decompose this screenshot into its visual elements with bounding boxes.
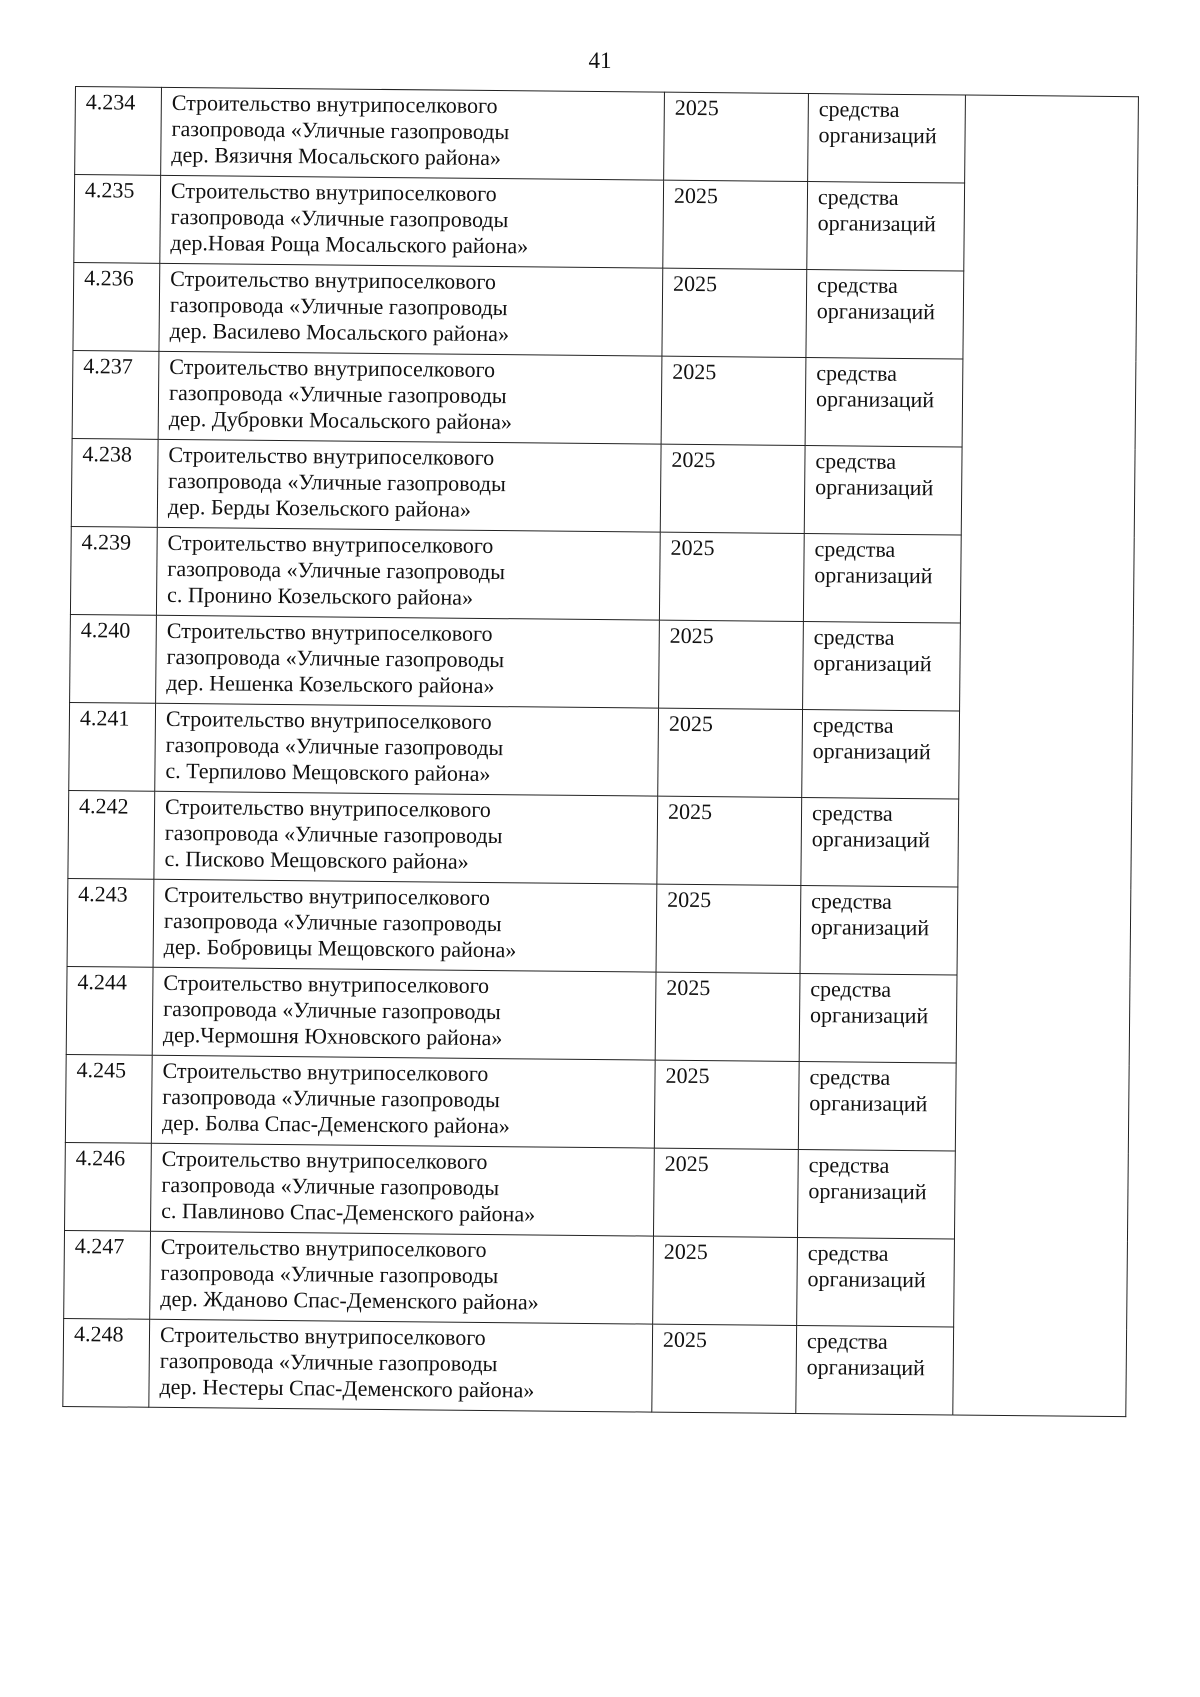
row-number-cell: 4.236 [73, 262, 160, 351]
object-name-line: с. Терпилово Мещовского района» [165, 757, 491, 787]
funding-source-line: средства [816, 360, 898, 386]
program-table [62, 86, 1139, 1417]
funding-source-line: организаций [813, 650, 932, 677]
year-cell: 2025 [661, 356, 806, 445]
year-cell: 2025 [655, 972, 800, 1061]
object-name-line: газопровода «Уличные газопроводы [159, 1347, 498, 1377]
object-name-line: Строительство внутрипоселкового [161, 1145, 488, 1175]
object-name-line: дер.Чермошня Юхновского района» [162, 1021, 503, 1051]
row-number-cell: 4.247 [64, 1230, 151, 1319]
funding-source-cell [798, 1061, 956, 1151]
object-name-line: Строительство внутрипоселкового [168, 441, 495, 471]
object-name-cell [151, 1055, 655, 1148]
object-name-line: Строительство внутрипоселкового [170, 265, 497, 295]
object-name-line: Строительство внутрипоселкового [170, 177, 497, 207]
funding-source-cell [801, 798, 959, 888]
funding-source-line: средства [817, 184, 899, 210]
object-name-cell [161, 87, 665, 180]
year-cell: 2025 [656, 884, 801, 973]
object-name-line: Строительство внутрипоселкового [164, 793, 491, 823]
funding-source-line: организаций [810, 1002, 929, 1029]
object-name-cell [157, 439, 661, 532]
year-cell: 2025 [659, 532, 804, 621]
row-number-cell: 4.248 [63, 1318, 150, 1407]
object-name-line: Строительство внутрипоселкового [162, 1057, 489, 1087]
funding-source-line: организаций [807, 1266, 926, 1293]
row-number-cell: 4.239 [70, 526, 157, 615]
funding-source-cell [799, 974, 957, 1064]
object-name-line: дер.Новая Роща Мосальского района» [170, 229, 529, 259]
row-number-cell: 4.238 [71, 438, 158, 527]
empty-merged-column [953, 95, 1139, 1417]
object-name-line: газопровода «Уличные газопроводы [163, 907, 502, 937]
object-name-line: дер. Берды Козельского района» [167, 493, 472, 522]
object-name-line: дер. Вязичня Мосальского района» [171, 141, 502, 171]
object-name-line: с. Писково Мещовского района» [164, 845, 469, 874]
funding-source-line: организаций [816, 298, 936, 325]
object-name-cell [159, 263, 663, 356]
year-cell: 2025 [654, 1060, 799, 1149]
funding-source-line: средства [817, 272, 898, 298]
object-name-line: газопровода «Уличные газопроводы [166, 643, 505, 673]
object-name-line: дер. Дубровки Мосальского района» [168, 405, 513, 435]
funding-source-cell [797, 1237, 955, 1327]
funding-source-line: организаций [811, 826, 931, 853]
object-name-line: газопровода «Уличные газопроводы [163, 995, 501, 1025]
object-name-line: дер. Бобровицы Мещовского района» [163, 933, 517, 963]
object-name-cell [154, 791, 658, 884]
row-number-cell: 4.246 [65, 1142, 152, 1231]
object-name-line: дер. Нешенка Козельского района» [166, 669, 495, 699]
funding-source-line: средства [813, 624, 895, 650]
funding-source-cell [808, 94, 966, 184]
row-number-cell: 4.245 [65, 1054, 152, 1143]
funding-source-cell [803, 622, 961, 712]
year-cell: 2025 [663, 180, 808, 269]
funding-source-line: средства [808, 1152, 890, 1178]
funding-source-line: организаций [818, 122, 937, 149]
funding-source-line: организаций [812, 738, 931, 765]
funding-source-cell [796, 1325, 954, 1415]
year-cell: 2025 [653, 1148, 798, 1237]
funding-source-line: средства [809, 1064, 891, 1090]
funding-source-line: организаций [815, 386, 935, 413]
row-number-cell: 4.237 [72, 350, 159, 439]
funding-source-cell [802, 710, 960, 800]
object-name-line: газопровода «Уличные газопроводы [171, 115, 510, 145]
table-body [63, 87, 1139, 1417]
object-name-line: Строительство внутрипоселкового [169, 353, 496, 383]
year-cell: 2025 [662, 268, 807, 357]
object-name-line: Строительство внутрипоселкового [164, 881, 491, 911]
object-name-line: газопровода «Уличные газопроводы [161, 1171, 500, 1201]
object-name-cell [153, 879, 657, 972]
funding-source-line: организаций [815, 474, 934, 501]
object-name-cell [150, 1231, 654, 1324]
object-name-line: дер. Нестеры Спас-Деменского района» [159, 1373, 535, 1403]
row-number-cell: 4.242 [68, 790, 155, 879]
funding-source-line: организаций [814, 562, 933, 589]
funding-source-line: организаций [808, 1178, 927, 1205]
row-number-cell: 4.235 [74, 175, 161, 264]
object-name-cell [151, 1143, 655, 1236]
funding-source-cell [804, 446, 962, 536]
year-cell: 2025 [660, 444, 805, 533]
funding-source-line: средства [811, 800, 893, 826]
funding-source-line: средства [810, 976, 892, 1002]
object-name-cell [160, 175, 664, 268]
funding-source-line: организаций [809, 1090, 928, 1117]
funding-source-cell [805, 358, 963, 448]
funding-source-line: средства [807, 1240, 889, 1266]
object-name-cell [155, 703, 659, 796]
funding-source-line: средства [814, 536, 896, 562]
funding-source-line: средства [815, 448, 897, 474]
object-name-line: газопровода «Уличные газопроводы [169, 291, 508, 321]
object-name-line: Строительство внутрипоселкового [159, 1321, 486, 1350]
year-cell: 2025 [664, 92, 809, 181]
row-number-cell: 4.234 [75, 87, 162, 176]
year-cell: 2025 [658, 708, 803, 797]
object-name-cell [156, 527, 660, 620]
object-name-cell [158, 351, 662, 444]
object-name-line: Строительство внутрипоселкового [165, 705, 492, 735]
year-cell: 2025 [657, 796, 802, 885]
row-number-cell: 4.240 [70, 614, 157, 703]
object-name-line: дер. Василево Мосальского района» [169, 317, 510, 347]
year-cell: 2025 [659, 620, 804, 709]
object-name-line: газопровода «Уличные газопроводы [168, 467, 506, 497]
object-name-line: газопровода «Уличные газопроводы [168, 379, 507, 409]
object-name-line: газопровода «Уличные газопроводы [160, 1259, 499, 1289]
funding-source-line: организаций [806, 1354, 925, 1381]
funding-source-line: организаций [810, 914, 930, 941]
object-name-line: газопровода «Уличные газопроводы [167, 555, 506, 585]
object-name-line: газопровода «Уличные газопроводы [165, 731, 504, 761]
funding-source-cell [806, 270, 964, 360]
object-name-line: с. Пронино Козельского района» [167, 581, 474, 610]
object-name-line: с. Павлиново Спас-Деменского района» [161, 1197, 536, 1227]
object-name-cell [156, 615, 660, 708]
year-cell: 2025 [653, 1236, 798, 1325]
year-cell: 2025 [652, 1324, 797, 1413]
object-name-line: газопровода «Уличные газопроводы [170, 203, 509, 233]
object-name-cell [149, 1319, 653, 1412]
funding-source-line: средства [818, 96, 900, 122]
row-number-cell: 4.244 [66, 966, 153, 1055]
funding-source-cell [797, 1149, 955, 1239]
table-row [75, 87, 1139, 185]
object-name-line: Строительство внутрипоселкового [171, 89, 498, 119]
object-name-line: Строительство внутрипоселкового [160, 1233, 487, 1263]
object-name-line: газопровода «Уличные газопроводы [164, 819, 503, 849]
funding-source-cell [803, 534, 961, 624]
page-number: 41 [588, 48, 612, 73]
object-name-line: дер. Болва Спас-Деменского района» [161, 1109, 511, 1139]
row-number-cell: 4.243 [67, 878, 154, 967]
row-number-cell: 4.241 [69, 702, 156, 791]
funding-source-line: средства [806, 1328, 888, 1354]
object-name-cell [152, 967, 656, 1060]
funding-source-line: организаций [817, 210, 936, 237]
funding-source-line: средства [812, 712, 894, 738]
object-name-line: Строительство внутрипоселкового [163, 969, 490, 999]
funding-source-line: средства [811, 888, 893, 914]
object-name-line: газопровода «Уличные газопроводы [162, 1083, 501, 1113]
funding-source-cell [800, 886, 958, 976]
object-name-line: дер. Жданово Спас-Деменского района» [160, 1285, 539, 1315]
object-name-line: Строительство внутрипоселкового [167, 529, 494, 559]
object-name-line: Строительство внутрипоселкового [166, 617, 493, 647]
funding-source-cell [807, 182, 965, 272]
